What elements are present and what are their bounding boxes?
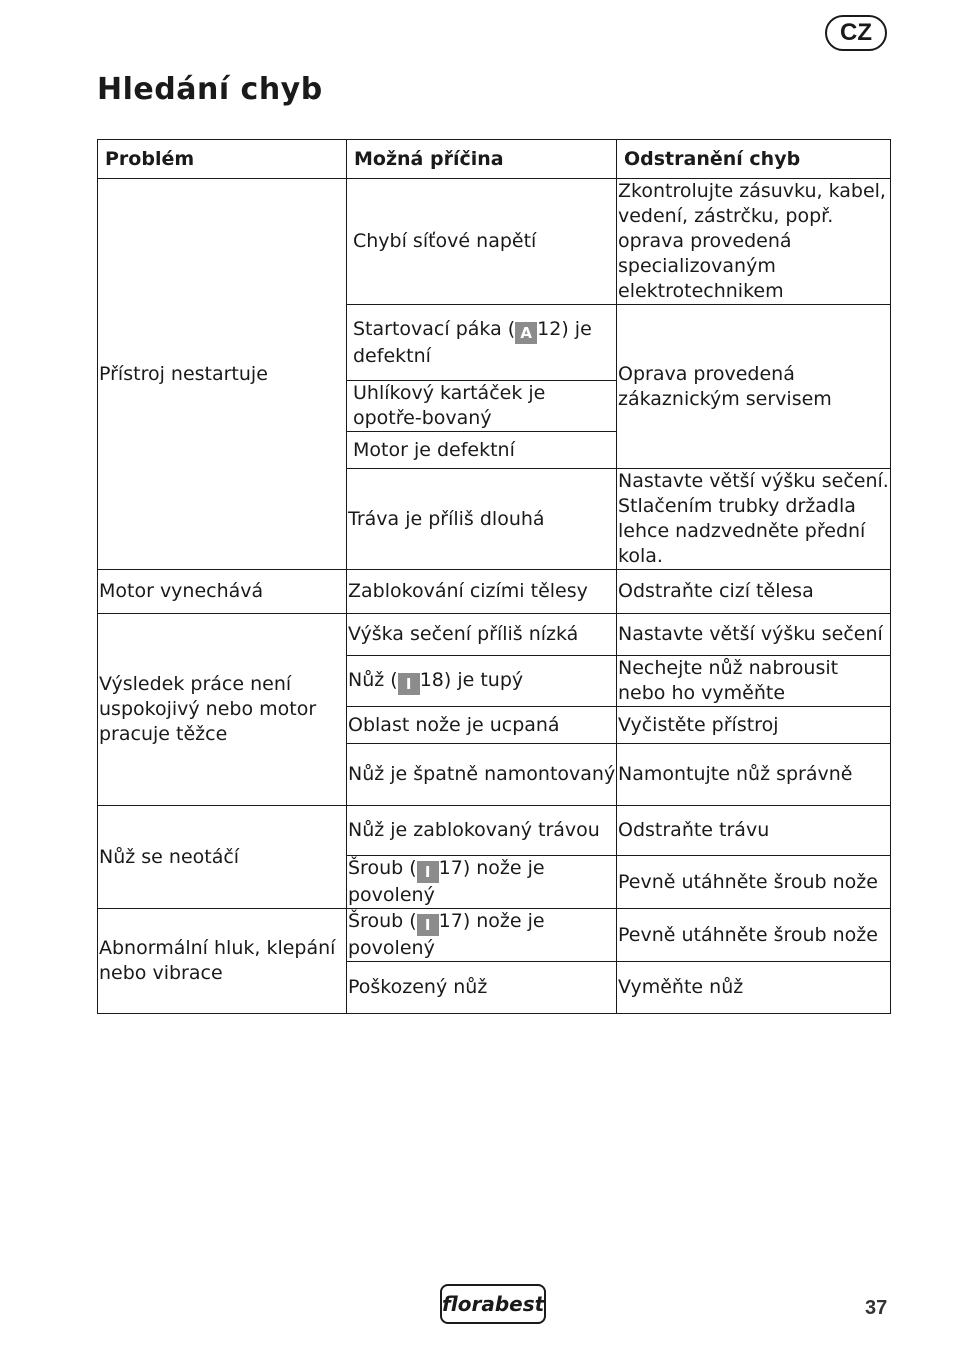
table-row (98, 179, 891, 305)
header-problem: Problém (98, 140, 347, 179)
cause-cell: Nůž je zablokovaný trávou (347, 806, 617, 856)
page-title: Hledání chyb (97, 72, 323, 107)
header-cause: Možná příčina (347, 140, 617, 179)
fix-cell: Zkontrolujte zásuvku, kabel, vedení, zástrčku, popř. oprava provedená specializovaným elektrotechnikem (617, 179, 891, 305)
florabest-logo: florabest (440, 1284, 546, 1324)
problem-cell: Motor vynechává (98, 570, 347, 614)
figure-i-icon: I (398, 673, 420, 695)
fix-cell: Pevně utáhněte šroub nože (617, 856, 891, 909)
figure-i-icon: I (417, 861, 439, 883)
language-badge: CZ (825, 15, 887, 51)
figure-a-icon: A (515, 322, 537, 344)
cause-cell: Poškozený nůž (347, 962, 617, 1014)
cause-cell (347, 305, 617, 381)
cause-text: Nůž ( (348, 668, 398, 691)
cause-text: 12) je defektní (353, 317, 592, 367)
cause-cell (347, 909, 617, 962)
cause-cell (347, 856, 617, 909)
cause-cell: Uhlíkový kartáček je opotře-bovaný (347, 381, 617, 432)
problem-cell: Výsledek práce není uspokojivý nebo motor pracuje těžce (98, 614, 347, 806)
cause-cell: Oblast nože je ucpaná (347, 707, 617, 744)
cause-cell: Nůž je špatně namontovaný (347, 744, 617, 806)
fix-cell: Vyčistěte přístroj (617, 707, 891, 744)
troubleshooting-table (97, 139, 891, 1014)
fix-cell: Nastavte větší výšku sečení. Stlačením trubky držadla lehce nadzvedněte přední kola. (617, 469, 891, 570)
cause-cell: Zablokování cizími tělesy (347, 570, 617, 614)
page-number: 37 (865, 1297, 888, 1319)
cause-text: Šroub ( (348, 910, 417, 932)
problem-cell: Nůž se neotáčí (98, 806, 347, 909)
fix-cell: Odstraňte cizí tělesa (617, 570, 891, 614)
fix-cell: Oprava provedená zákaznickým servisem (617, 305, 891, 469)
fix-cell: Nastavte větší výšku sečení (617, 614, 891, 656)
table-row (98, 806, 891, 856)
cause-text: 17) nože je povolený (348, 857, 545, 906)
cause-text: Startovací páka ( (353, 317, 516, 340)
cause-cell: Chybí síťové napětí (347, 179, 617, 305)
cause-cell: Motor je defektní (347, 432, 617, 469)
problem-cell: Abnormální hluk, klepání nebo vibrace (98, 909, 347, 1014)
fix-cell: Pevně utáhněte šroub nože (617, 909, 891, 962)
cause-text: Šroub ( (348, 857, 417, 879)
table-row (98, 909, 891, 962)
fix-cell: Namontujte nůž správně (617, 744, 891, 806)
table-row (98, 614, 891, 656)
header-fix: Odstranění chyb (617, 140, 891, 179)
cause-cell: Výška sečení příliš nízká (347, 614, 617, 656)
table-header-row (98, 140, 891, 179)
cause-cell (347, 656, 617, 707)
figure-i-icon: I (417, 914, 439, 936)
fix-cell: Vyměňte nůž (617, 962, 891, 1014)
table-row (98, 570, 891, 614)
cause-cell: Tráva je příliš dlouhá (347, 469, 617, 570)
fix-cell: Nechejte nůž nabrousit nebo ho vyměňte (617, 656, 891, 707)
cause-text: 17) nože je povolený (348, 910, 545, 959)
cause-text: 18) je tupý (419, 668, 524, 691)
problem-cell: Přístroj nestartuje (98, 179, 347, 570)
fix-cell: Odstraňte trávu (617, 806, 891, 856)
